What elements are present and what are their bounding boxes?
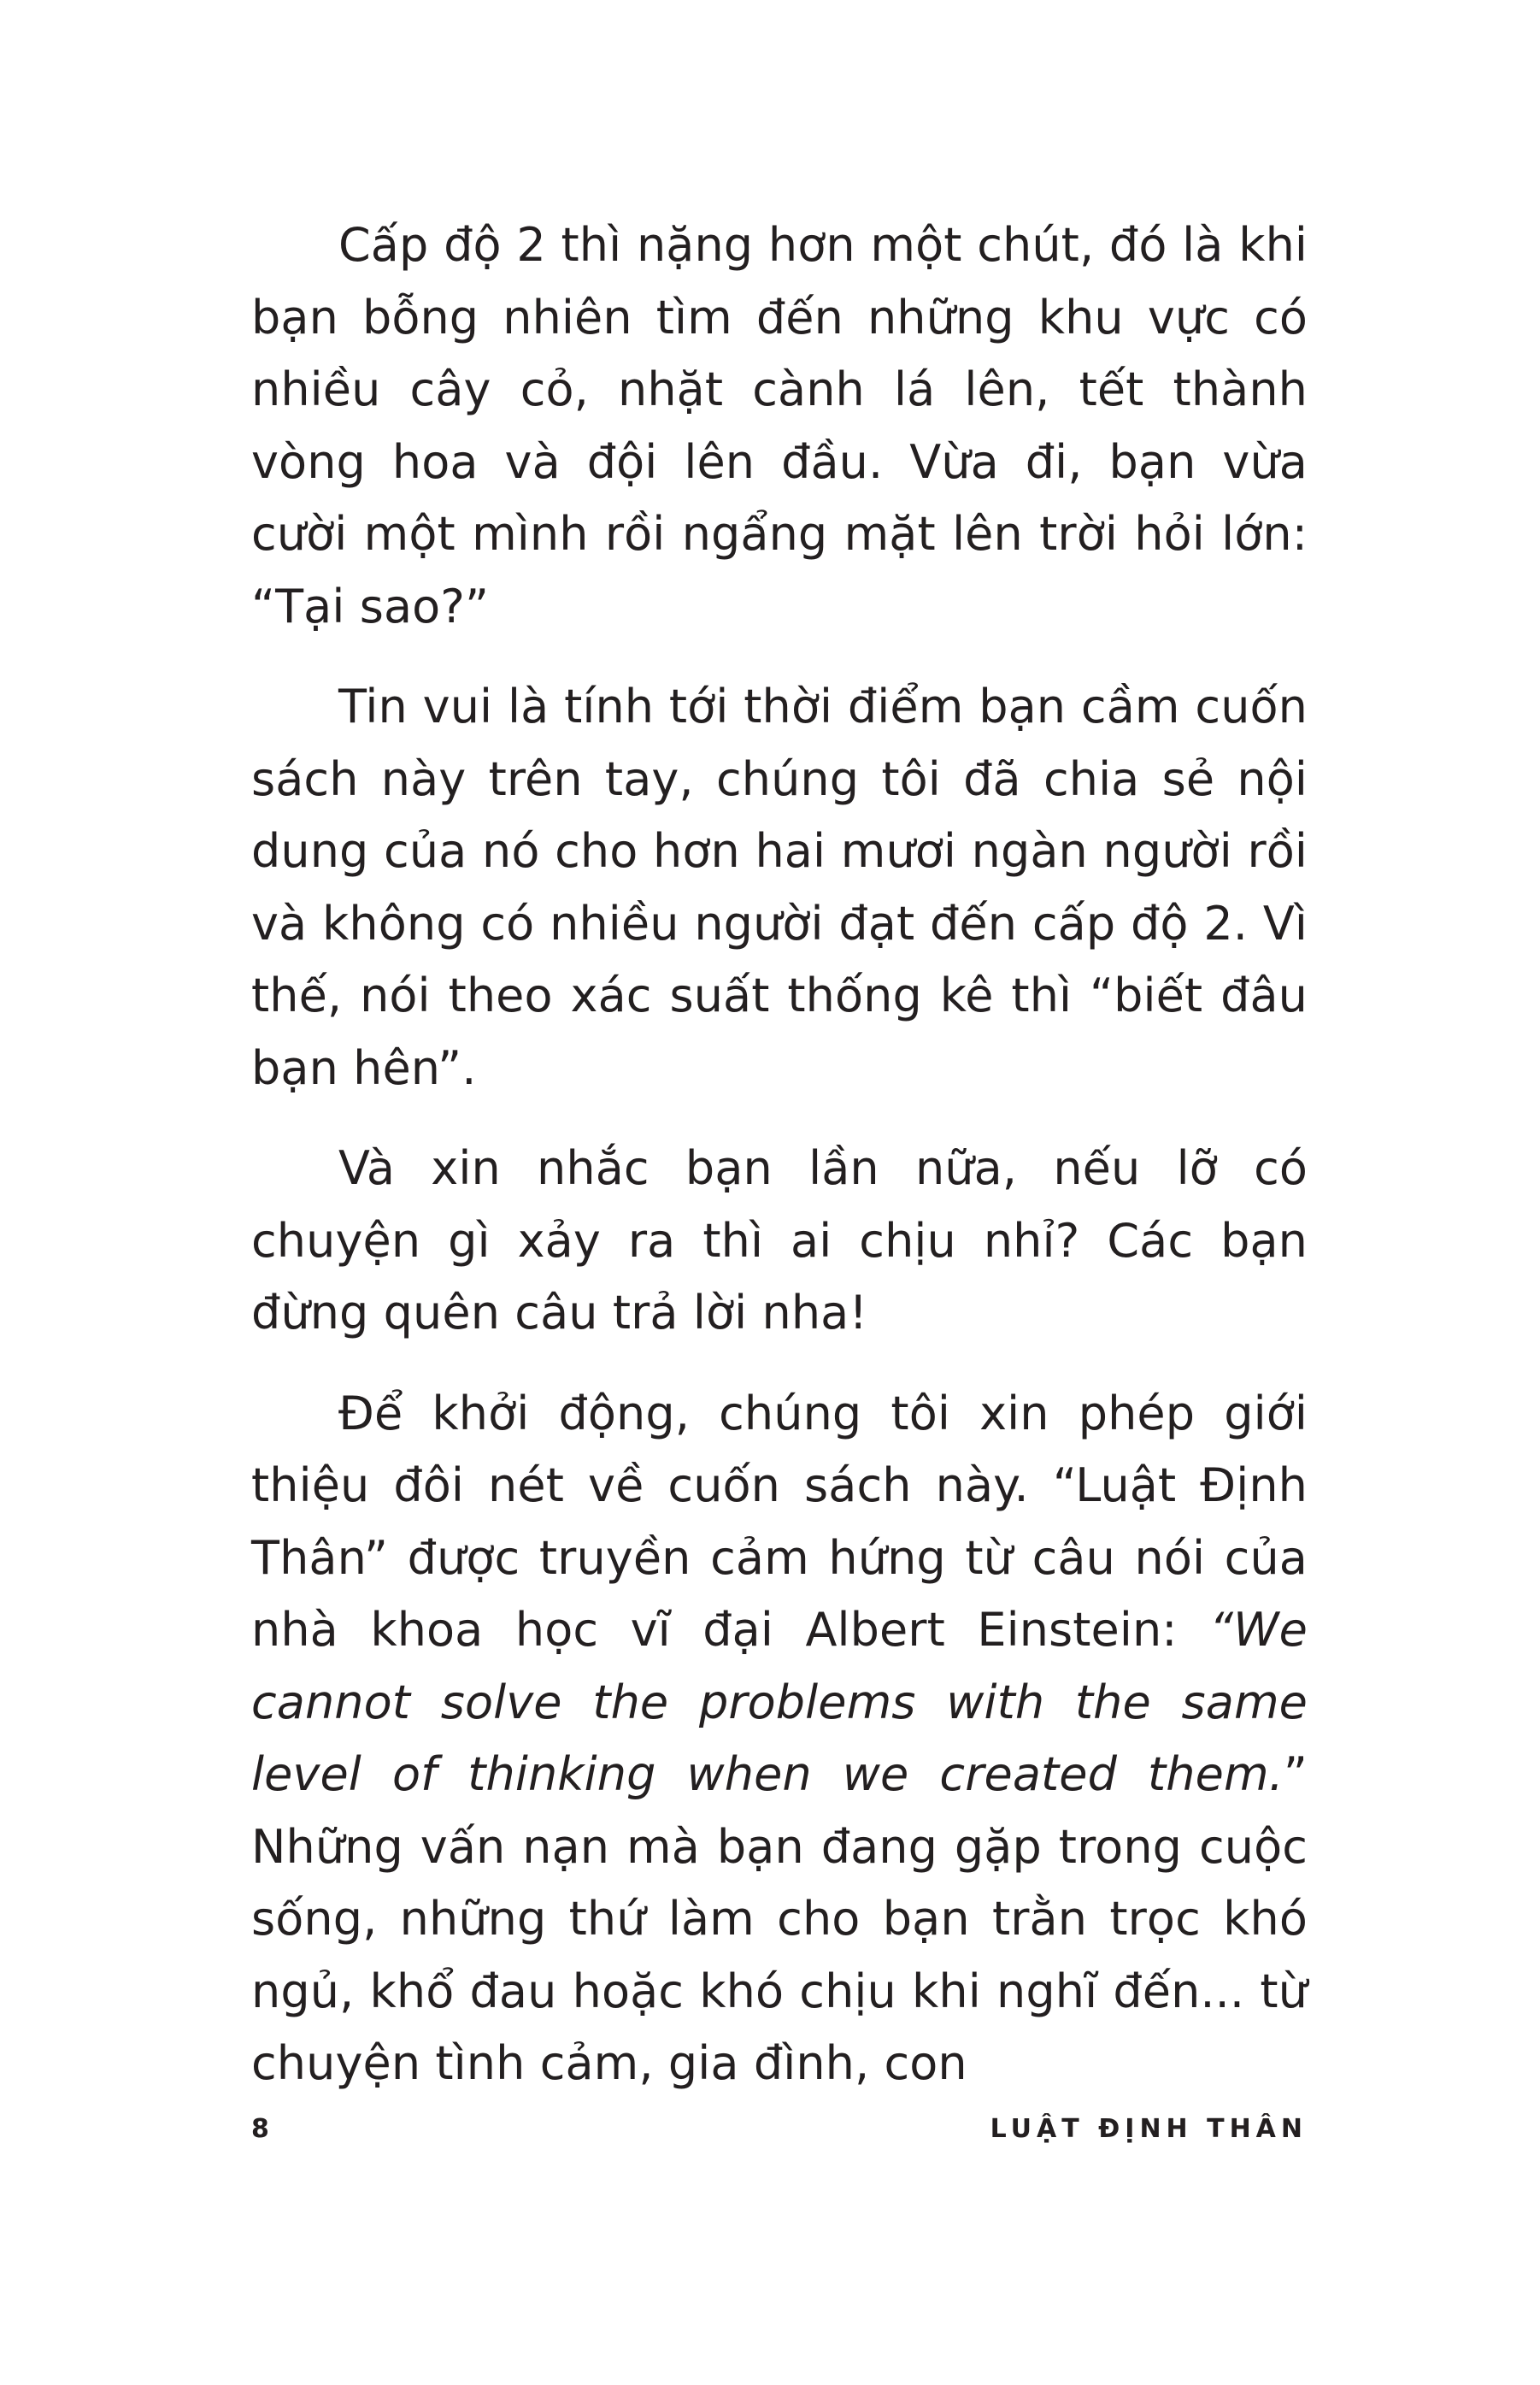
intro-text: Để khởi động, chúng tôi xin phép giới thiệu đôi nét về cuốn sách này. “Luật Định Thân” được truyền cảm hứng từ câu nói của nhà khoa học vĩ đại Albert Einstein:: [251, 1386, 1308, 1657]
running-title: LUẬT ĐỊNH THÂN: [990, 2114, 1308, 2144]
body-text: [251, 209, 1308, 2129]
intro-continuation: ” Những vấn nạn mà bạn đang gặp trong cuộc sống, những thứ làm cho bạn trằn trọc khó ngủ, khổ đau hoặc khó chịu khi nghĩ đến... từ chuyện tình cảm, gia đình, con: [251, 1747, 1308, 2090]
paragraph-level-two: Cấp độ 2 thì nặng hơn một chút, đó là khi bạn bỗng nhiên tìm đến những khu vực có nhiều cây cỏ, nhặt cành lá lên, tết thành vòng hoa và đội lên đầu. Vừa đi, bạn vừa cười một mình rồi ngẩng mặt lên trời hỏi lớn: “Tại sao?”: [251, 218, 1308, 633]
paragraph-introduction: [251, 1378, 1308, 2100]
paragraph-reminder: Và xin nhắc bạn lần nữa, nếu lỡ có chuyện gì xảy ra thì ai chịu nhỉ? Các bạn đừng quên câu trả lời nha!: [251, 1141, 1308, 1340]
page-footer: [251, 2112, 1308, 2146]
paragraph-good-news: Tin vui là tính tới thời điểm bạn cầm cuốn sách này trên tay, chúng tôi đã chia sẻ nội dung của nó cho hơn hai mươi ngàn người rồi và không có nhiều người đạt đến cấp độ 2. Vì thế, nói theo xác suất thống kê thì “biết đâu bạn hên”.: [251, 680, 1308, 1095]
page-number: 8: [251, 2114, 269, 2144]
einstein-quote: “We cannot solve the problems with the same level of thinking when we created them.: [251, 1603, 1308, 1801]
